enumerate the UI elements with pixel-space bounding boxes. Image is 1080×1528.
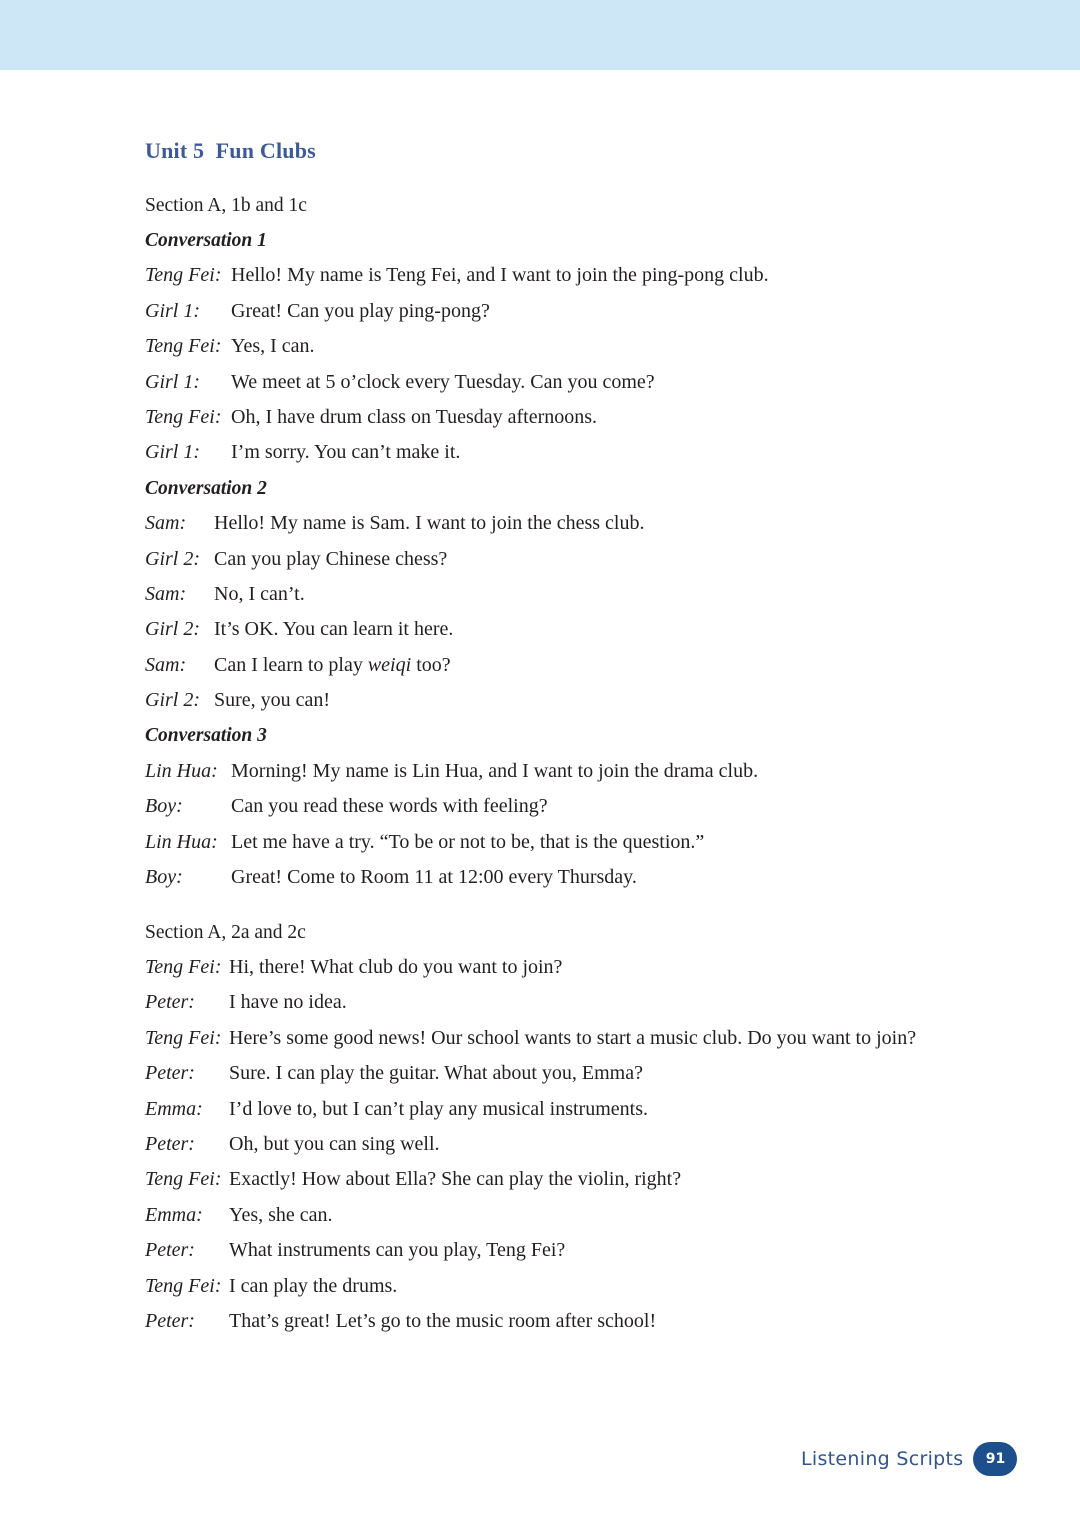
utterance: I’d love to, but I can’t play any musical instruments.	[229, 1097, 648, 1120]
dialogue-line	[145, 825, 1045, 860]
utterance: It’s OK. You can learn it here.	[214, 618, 454, 641]
dialogue-line	[145, 860, 1045, 895]
speaker-label: Sam:	[145, 512, 187, 535]
dialogue-line	[145, 1304, 1045, 1339]
speaker-label: Girl 2:	[145, 618, 200, 641]
speaker-label: Emma:	[145, 1097, 203, 1120]
utterance: I’m sorry. You can’t make it.	[231, 441, 461, 464]
utterance: What instruments can you play, Teng Fei?	[229, 1239, 566, 1262]
speaker-label: Boy:	[145, 795, 183, 818]
page-number-badge: 91	[973, 1442, 1017, 1476]
footer-section-label: Listening Scripts	[801, 1448, 964, 1470]
dialogue-line	[145, 258, 1045, 293]
utterance: I have no idea.	[229, 991, 347, 1014]
dialogue-line	[145, 789, 1045, 824]
speaker-label: Teng Fei:	[145, 956, 222, 978]
utterance: Hi, there! What club do you want to join?	[229, 956, 563, 978]
conversation-1	[145, 223, 1045, 471]
utterance: I can play the drums.	[229, 1274, 398, 1297]
utterance-text: too?	[411, 653, 451, 676]
dialogue-line	[145, 985, 1045, 1020]
speaker-label: Teng Fei:	[145, 335, 222, 358]
dialogue-line	[145, 1056, 1045, 1091]
utterance: Can you play Chinese chess?	[214, 547, 448, 570]
utterance: Hello! My name is Teng Fei, and I want to join the ping-pong club.	[231, 264, 769, 287]
dialogue-line	[145, 1198, 1045, 1233]
speaker-label: Teng Fei:	[145, 405, 222, 428]
speaker-label: Peter:	[145, 1239, 195, 1262]
conversation-2	[145, 471, 1045, 719]
utterance: Sure, you can!	[214, 689, 331, 712]
dialogue-line	[145, 648, 1045, 683]
utterance: That’s great! Let’s go to the music room after school!	[229, 1309, 657, 1332]
dialogue-line	[145, 1233, 1045, 1268]
speaker-label: Emma:	[145, 1203, 203, 1226]
speaker-label: Teng Fei:	[145, 264, 222, 287]
speaker-label: Lin Hua:	[145, 759, 218, 782]
speaker-label: Boy:	[145, 866, 183, 889]
speaker-label: Girl 2:	[145, 547, 200, 570]
dialogue-line	[145, 1021, 1045, 1056]
speaker-label: Teng Fei:	[145, 1026, 222, 1049]
conversation-3	[145, 718, 1045, 895]
speaker-label: Girl 1:	[145, 441, 200, 464]
section-title: Section A, 1b and 1c	[145, 195, 307, 216]
header-band	[0, 0, 1080, 70]
speaker-label: Girl 2:	[145, 689, 200, 712]
dialogue-line	[145, 400, 1045, 435]
dialogue-line	[145, 1127, 1045, 1162]
conversation-title: Conversation 3	[145, 725, 267, 747]
speaker-label: Teng Fei:	[145, 1274, 222, 1297]
speaker-label: Peter:	[145, 991, 195, 1014]
section-title: Section A, 2a and 2c	[145, 922, 306, 943]
dialogue-line	[145, 329, 1045, 364]
utterance: Yes, she can.	[229, 1203, 333, 1226]
speaker-label: Teng Fei:	[145, 1168, 222, 1191]
speaker-label: Lin Hua:	[145, 830, 218, 853]
dialogue-line	[145, 435, 1045, 470]
utterance: We meet at 5 o’clock every Tuesday. Can you come?	[231, 370, 655, 393]
utterance: Can you read these words with feeling?	[231, 795, 548, 818]
utterance: Great! Come to Room 11 at 12:00 every Thursday.	[231, 866, 637, 889]
dialogue-line	[145, 754, 1045, 789]
speaker-label: Peter:	[145, 1309, 195, 1332]
utterance: Exactly! How about Ella? She can play the violin, right?	[229, 1168, 682, 1191]
dialogue-line	[145, 612, 1045, 647]
utterance: Oh, but you can sing well.	[229, 1132, 440, 1155]
conversation-title: Conversation 1	[145, 230, 267, 251]
section-1b-1c	[145, 189, 1045, 895]
dialogue-line	[145, 577, 1045, 612]
utterance-italic-word: weiqi	[367, 653, 412, 676]
utterance: Sure. I can play the guitar. What about you, Emma?	[229, 1062, 643, 1085]
dialogue-line	[145, 1162, 1045, 1197]
utterance: Morning! My name is Lin Hua, and I want to join the drama club.	[231, 759, 759, 782]
utterance: Oh, I have drum class on Tuesday afternoons.	[231, 405, 598, 428]
utterance: Here’s some good news! Our school wants to start a music club. Do you want to join?	[229, 1026, 917, 1049]
dialogue-line	[145, 683, 1045, 718]
utterance: Great! Can you play ping-pong?	[231, 299, 490, 322]
utterance: Hello! My name is Sam. I want to join the chess club.	[214, 512, 645, 535]
dialogue-line	[145, 365, 1045, 400]
unit-title: Unit 5 Fun Clubs	[145, 138, 316, 163]
speaker-label: Girl 1:	[145, 299, 200, 322]
conversation-title: Conversation 2	[145, 477, 267, 499]
speaker-label: Sam:	[145, 653, 187, 676]
page-footer	[801, 1441, 1017, 1477]
dialogue-line	[145, 1269, 1045, 1304]
dialogue-line	[145, 542, 1045, 577]
utterance: Yes, I can.	[231, 335, 315, 358]
speaker-label: Peter:	[145, 1132, 195, 1155]
utterance: Let me have a try. “To be or not to be, that is the question.”	[231, 830, 705, 853]
utterance: No, I can’t.	[214, 582, 305, 605]
utterance-text: Can I learn to play	[214, 653, 368, 676]
dialogue-line	[145, 950, 1045, 985]
speaker-label: Peter:	[145, 1062, 195, 1085]
speaker-label: Sam:	[145, 582, 187, 605]
dialogue-line	[145, 294, 1045, 329]
section-2a-2c	[145, 916, 1045, 1339]
dialogue-line	[145, 506, 1045, 541]
utterance	[214, 648, 451, 683]
speaker-label: Girl 1:	[145, 370, 200, 393]
dialogue-line	[145, 1092, 1045, 1127]
